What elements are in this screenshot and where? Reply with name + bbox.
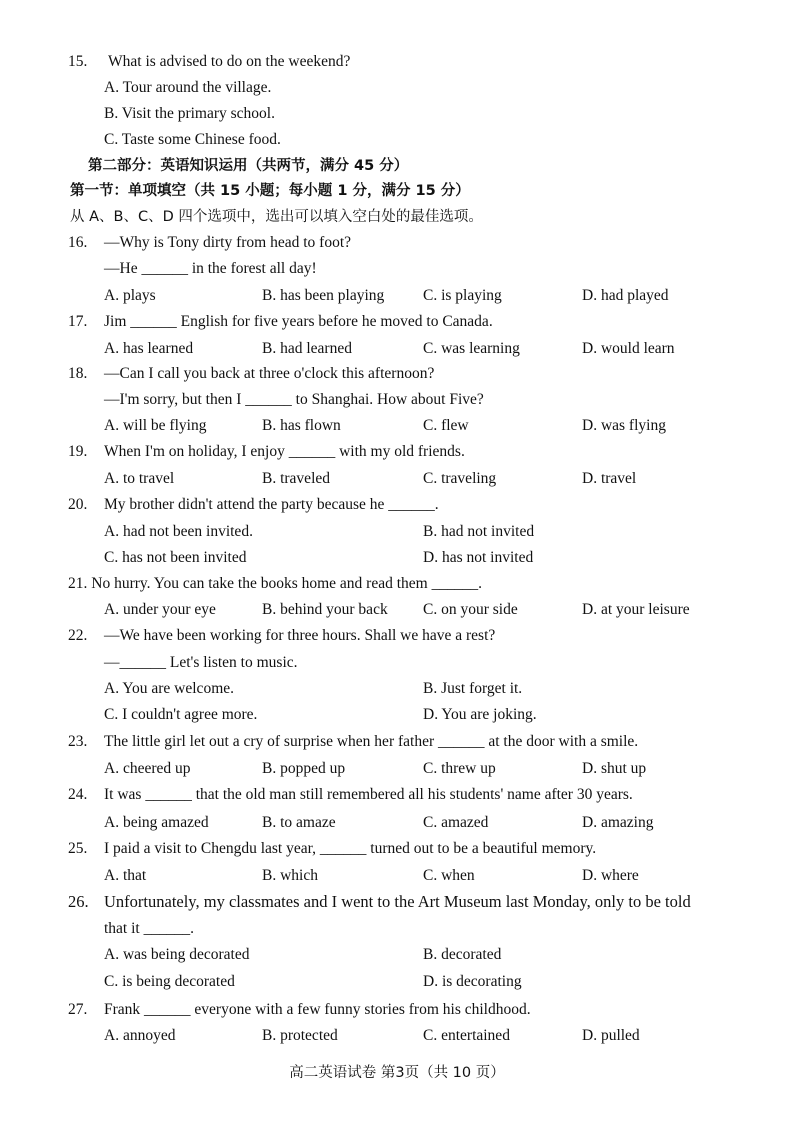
question-16-line1: —Why is Tony dirty from head to foot? [104,234,352,251]
q19-option-d: D. travel [582,470,637,487]
instruction-text: 从 A、B、C、D 四个选项中，选出可以填入空白处的最佳选项。 [70,209,483,225]
question-25-number: 25. [68,840,88,857]
question-23-number: 23. [68,733,88,750]
q20-option-a: A. had not been invited. [104,523,253,540]
q27-option-a: A. annoyed [104,1027,176,1044]
q25-option-c: C. when [423,867,475,884]
q27-option-b: B. protected [262,1027,338,1044]
question-27-number: 27. [68,1001,88,1018]
q16-option-b: B. has been playing [262,287,385,304]
q20-option-b: B. had not invited [423,523,535,540]
question-18-number: 18. [68,365,88,382]
q16-option-a: A. plays [104,287,156,304]
q15-option-b: B. Visit the primary school. [104,105,275,122]
q24-option-c: C. amazed [423,814,489,831]
q17-option-a: A. has learned [104,340,194,357]
q21-option-a: A. under your eye [104,601,216,618]
q19-option-c: C. traveling [423,470,497,487]
q25-option-b: B. which [262,867,318,884]
question-18-line2: —I'm sorry, but then I ______ to Shanghai. How about Five? [104,391,484,408]
q18-option-d: D. was flying [582,417,666,434]
question-18-line1: —Can I call you back at three o'clock this afternoon? [104,365,435,382]
q18-option-a: A. will be flying [104,417,207,434]
q24-option-a: A. being amazed [104,814,209,831]
question-17-line1: Jim ______ English for five years before he moved to Canada. [104,313,493,330]
question-26-line2: that it ______. [104,920,194,937]
question-26-line1: Unfortunately, my classmates and I went to the Art Museum last Monday, only to be told [104,892,691,911]
question-26-number: 26. [68,892,89,911]
q21-option-c: C. on your side [423,601,518,618]
question-22-line1: —We have been working for three hours. Shall we have a rest? [104,627,496,644]
q15-option-a: A. Tour around the village. [104,79,272,96]
q19-option-b: B. traveled [262,470,331,487]
q27-option-d: D. pulled [582,1027,640,1044]
question-20-number: 20. [68,496,88,513]
section-one-heading: 第一节：单项填空（共 15 小题；每小题 1 分，满分 15 分） [70,183,470,199]
q17-option-c: C. was learning [423,340,520,357]
q16-option-c: C. is playing [423,287,502,304]
q25-option-d: D. where [582,867,639,884]
q25-option-a: A. that [104,867,147,884]
q18-option-b: B. has flown [262,417,341,434]
q17-option-b: B. had learned [262,340,352,357]
q23-option-c: C. threw up [423,760,496,777]
q22-option-a: A. You are welcome. [104,680,235,697]
question-27-line1: Frank ______ everyone with a few funny stories from his childhood. [104,1001,531,1018]
q17-option-d: D. would learn [582,340,675,357]
q16-option-d: D. had played [582,287,669,304]
q24-option-d: D. amazing [582,814,654,831]
question-19-line1: When I'm on holiday, I enjoy ______ with my old friends. [104,443,465,460]
q20-option-d: D. has not invited [423,549,534,566]
question-19-number: 19. [68,443,88,460]
q21-option-d: D. at your leisure [582,601,690,618]
question-20-line1: My brother didn't attend the party because he ______. [104,496,439,513]
page-footer: 高二英语试卷 第3页（共 10 页） [289,1065,505,1081]
question-22-line2: —______ Let's listen to music. [104,654,298,671]
question-24-line1: It was ______ that the old man still remembered all his students' name after 30 years. [104,786,633,803]
q26-option-c: C. is being decorated [104,973,235,990]
q26-option-b: B. decorated [423,946,502,963]
q23-option-a: A. cheered up [104,760,191,777]
q21-option-b: B. behind your back [262,601,388,618]
q22-option-b: B. Just forget it. [423,680,523,697]
q23-option-d: D. shut up [582,760,647,777]
q26-option-a: A. was being decorated [104,946,250,963]
question-23-line1: The little girl let out a cry of surprise when her father ______ at the door with a smile. [104,733,639,750]
question-15-stem: What is advised to do on the weekend? [108,53,351,70]
q27-option-c: C. entertained [423,1027,510,1044]
q19-option-a: A. to travel [104,470,175,487]
question-24-number: 24. [68,786,88,803]
question-25-line1: I paid a visit to Chengdu last year, ______ turned out to be a beautiful memory. [104,840,597,857]
q15-option-c: C. Taste some Chinese food. [104,131,281,148]
question-17-number: 17. [68,313,88,330]
q22-option-d: D. You are joking. [423,706,537,723]
question-15-number: 15. [68,53,88,70]
q23-option-b: B. popped up [262,760,346,777]
q26-option-d: D. is decorating [423,973,522,990]
question-21-line1: 21. No hurry. You can take the books home and read them ______. [68,575,482,592]
part-two-heading: 第二部分：英语知识运用（共两节，满分 45 分） [88,158,409,174]
q22-option-c: C. I couldn't agree more. [104,706,258,723]
question-16-number: 16. [68,234,88,251]
question-22-number: 22. [68,627,88,644]
q24-option-b: B. to amaze [262,814,336,831]
q20-option-c: C. has not been invited [104,549,247,566]
question-16-line2: —He ______ in the forest all day! [104,260,317,277]
q18-option-c: C. flew [423,417,469,434]
